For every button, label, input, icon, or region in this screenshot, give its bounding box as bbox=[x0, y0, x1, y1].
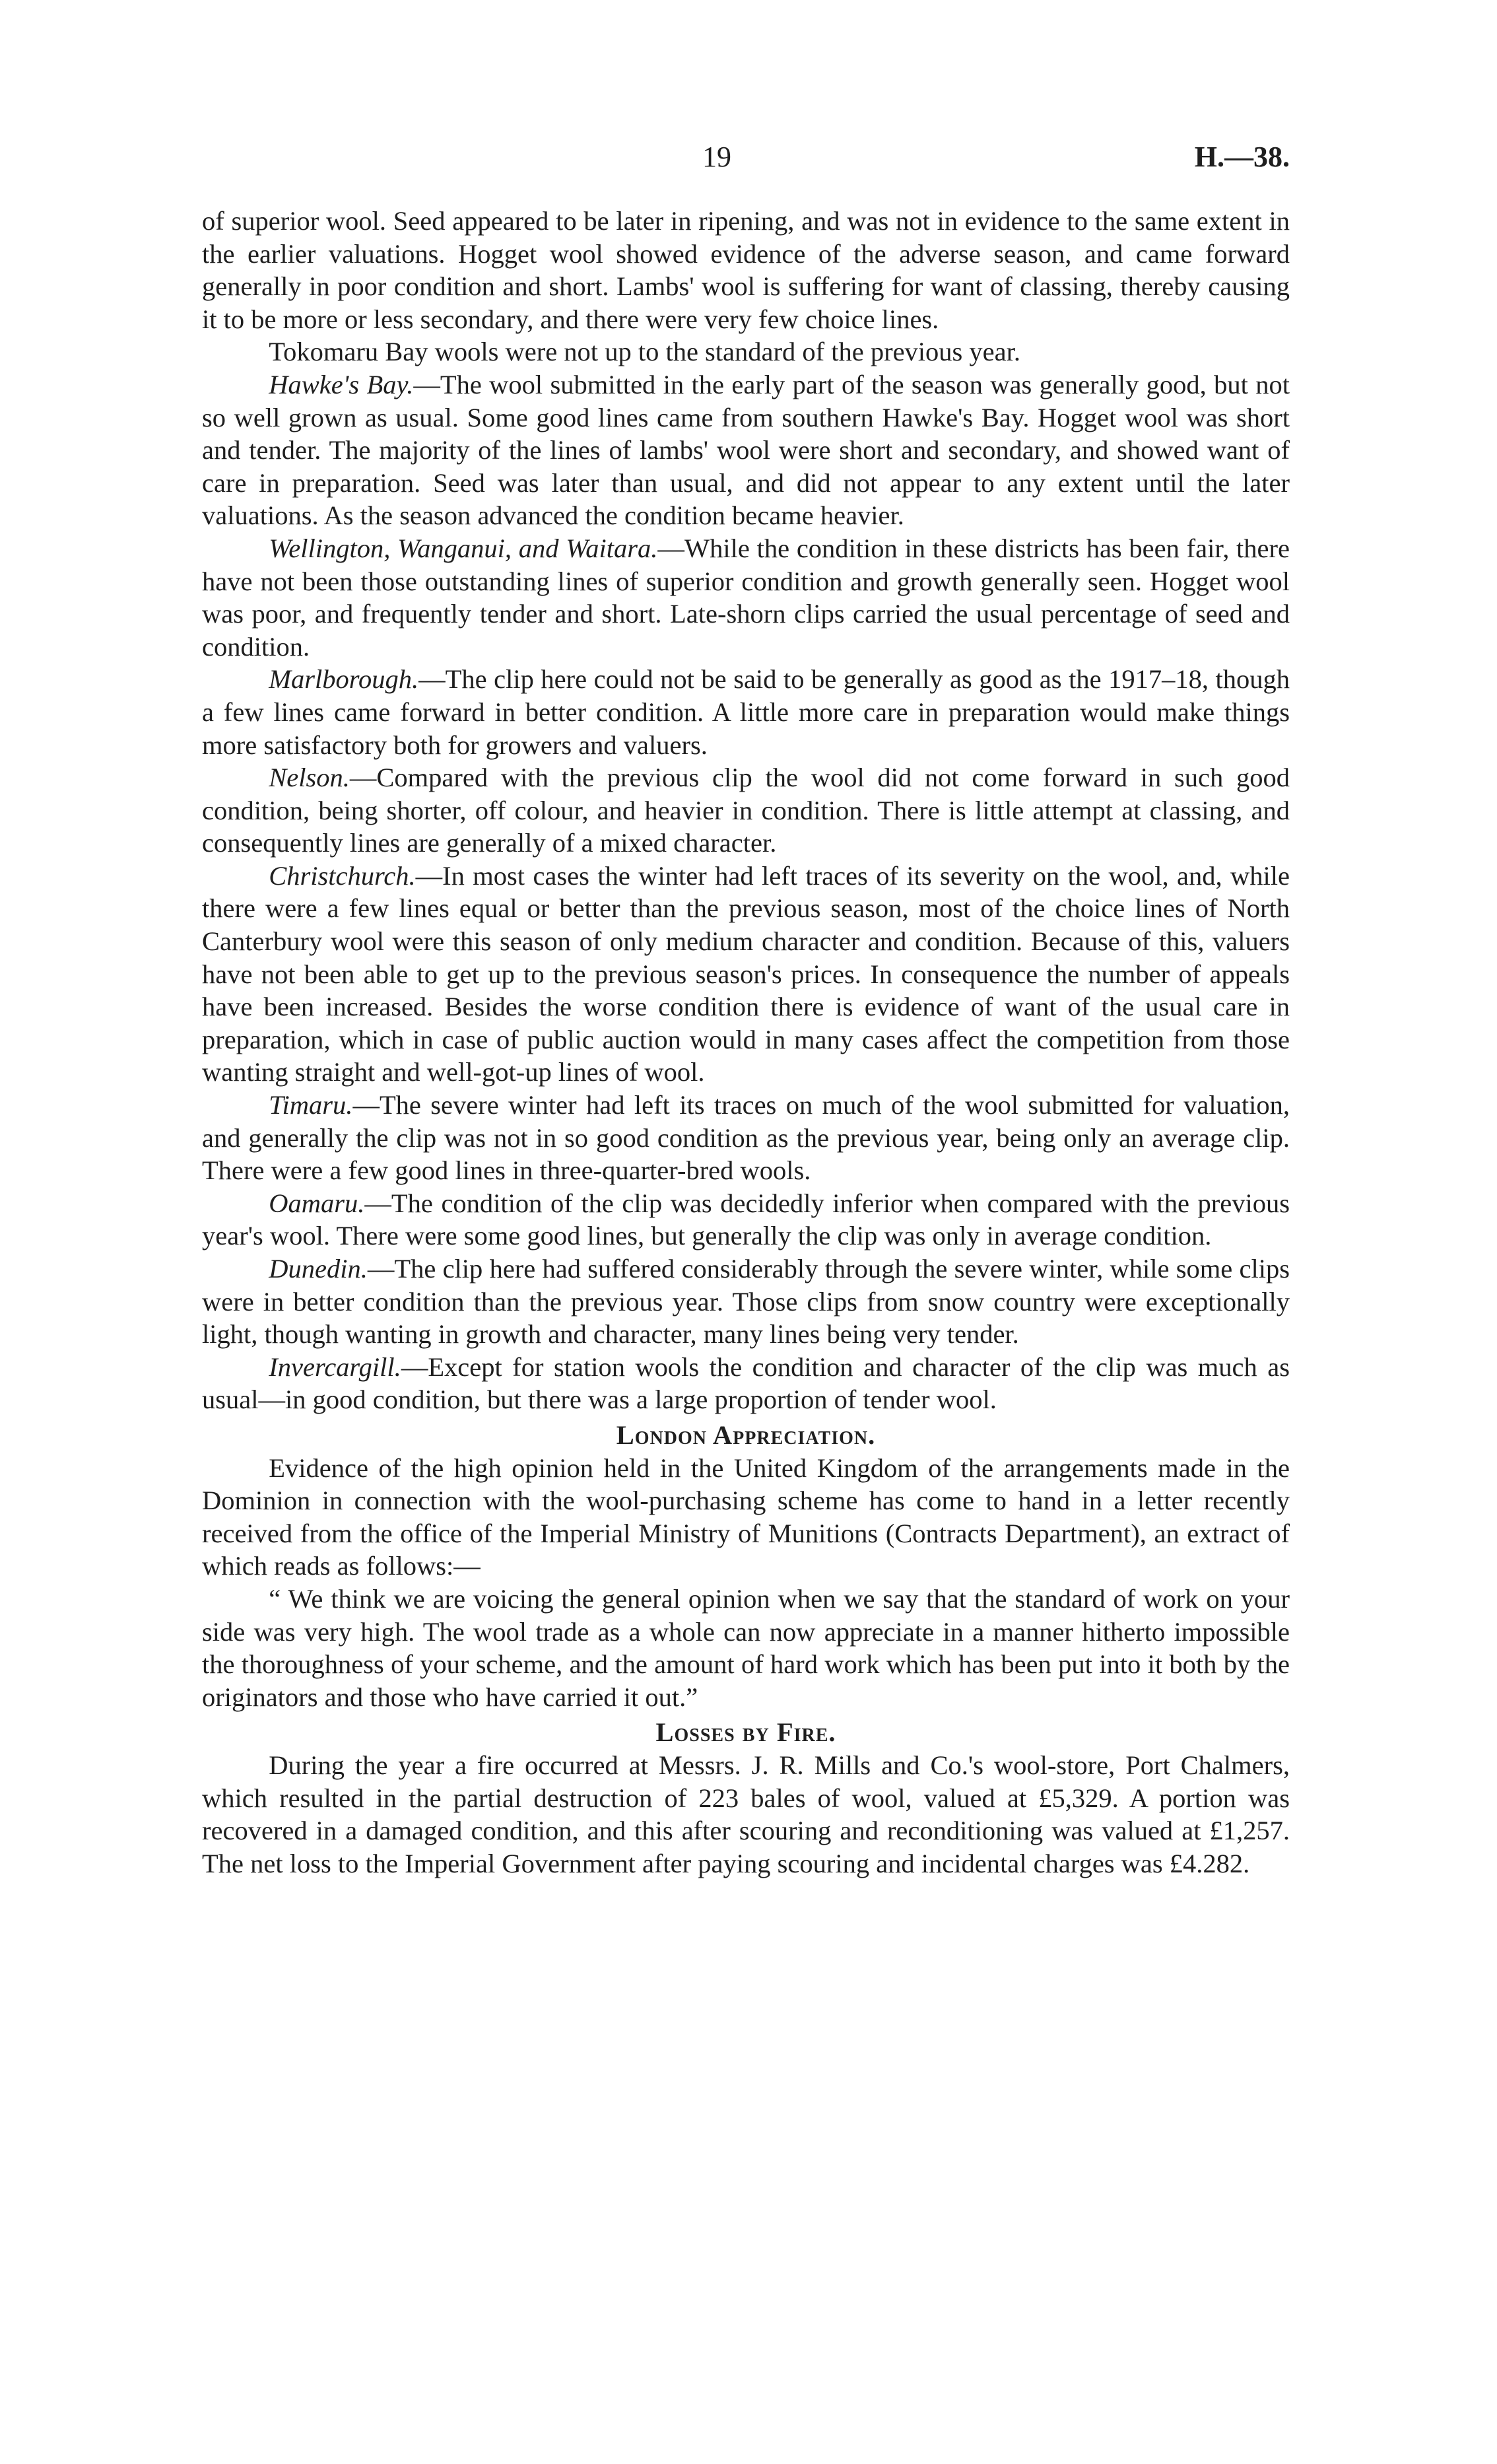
paragraph-text: —In most cases the winter had left traces of its severity on the wool, and, while there were a few lines equal or better than the previous season, most of the choice lines of North Canterbury wool were this season of only medium character and condition. Because of this, valuers have not been able to get up to the previous season's prices. In consequence the number of appeals have been increased. Besides the worse condition there is evidence of want of the usual care in preparation, which in case of public auction would in many cases affect the competition from those wanting straight and well-got-up lines of wool. bbox=[202, 860, 1290, 1087]
district-paragraph-timaru bbox=[202, 1089, 1290, 1187]
paragraph bbox=[202, 335, 1290, 368]
paragraph-text: Evidence of the high opinion held in the United Kingdom of the arrangements made in the Dominion in connection with the wool-purchasing scheme has come to hand in a letter recently received from the office of the Imperial Ministry of Munitions (Contracts Department), an extract of which reads as follows:— bbox=[202, 1453, 1290, 1581]
paragraph-text: “ We think we are voicing the general opinion when we say that the standard of work on your side was very high. The wool trade as a whole can now appreciate in a manner hitherto impossible the thoroughness of your scheme, and the amount of hard work which has been put into it both by the originators and those who have carried it out.” bbox=[202, 1583, 1290, 1712]
paragraph-text: —Except for station wools the condition and character of the clip was much as usual—in good condition, but there was a large proportion of tender wool. bbox=[202, 1352, 1290, 1415]
paragraph-text: —The severe winter had left its traces on much of the wool submitted for valuation, and generally the clip was not in so good condition as the previous year, being only an average clip. There were a few good lines in three-quarter-bred wools. bbox=[202, 1090, 1290, 1186]
district-name: Christchurch. bbox=[269, 860, 416, 891]
quoted-paragraph bbox=[202, 1583, 1290, 1713]
paragraph bbox=[202, 1452, 1290, 1583]
paragraph-text: —The wool submitted in the early part of the season was generally good, but not so well grown as usual. Some good lines came from southern Hawke's Bay. Hogget wool was short and tender. The majority of the lines of lambs' wool were short and secondary, and showed want of care in preparation. Seed was later than usual, and did not appear to any extent until the later valuations. As the season advanced the condition became heavier. bbox=[202, 369, 1290, 531]
section-heading-losses-by-fire: Losses by Fire. bbox=[655, 1717, 836, 1748]
document-reference: H.—38. bbox=[1194, 141, 1290, 173]
paragraph-text: —The clip here could not be said to be generally as good as the 1917–18, though a few lines came forward in better condition. A little more care in preparation would make things more satisfactory both for growers and valuers. bbox=[202, 664, 1290, 760]
body-text bbox=[202, 205, 1290, 1880]
district-paragraph-dunedin bbox=[202, 1252, 1290, 1351]
district-paragraph-oamaru bbox=[202, 1187, 1290, 1252]
district-paragraph-nelson bbox=[202, 761, 1290, 860]
paragraph-text: Tokomaru Bay wools were not up to the standard of the previous year. bbox=[269, 337, 1021, 367]
paragraph bbox=[202, 205, 1290, 335]
district-paragraph-christchurch bbox=[202, 860, 1290, 1089]
district-name: Marlborough. bbox=[269, 664, 419, 695]
district-name: Oamaru. bbox=[269, 1188, 365, 1218]
paragraph-text: —While the condition in these districts has been fair, there have not been those outstanding lines of superior condition and growth generally seen. Hogget wool was poor, and frequently tender and short. Late-shorn clips carried the usual percentage of seed and condition. bbox=[202, 533, 1290, 662]
paragraph-text: During the year a fire occurred at Messrs. J. R. Mills and Co.'s wool-store, Port Chalmers, which resulted in the partial destruction of 223 bales of wool, valued at £5,329. A portion was recovered in a damaged condition, and this after scouring and reconditioning was valued at £1,257. The net loss to the Imperial Government after paying scouring and incidental charges was £4.282. bbox=[202, 1750, 1290, 1878]
district-name: Invercargill. bbox=[269, 1352, 401, 1382]
paragraph-text: —Compared with the previous clip the wool did not come forward in such good condition, being shorter, off colour, and heavier in condition. There is little attempt at classing, and consequently lines are generally of a mixed character. bbox=[202, 763, 1290, 858]
paragraph-text: —The clip here had suffered considerably through the severe winter, while some clips were in better condition than the previous year. Those clips from snow country were exceptionally light, though wanting in growth and character, many lines being very tender. bbox=[202, 1254, 1290, 1350]
district-paragraph-invercargill bbox=[202, 1351, 1290, 1416]
district-name: Dunedin. bbox=[269, 1254, 368, 1283]
page-number: 19 bbox=[702, 141, 731, 173]
paragraph-text: —The condition of the clip was decidedly inferior when compared with the previous year's wool. There were some good lines, but generally the clip was only in average condition. bbox=[202, 1188, 1290, 1251]
district-paragraph-marlborough bbox=[202, 663, 1290, 761]
district-paragraph-wellington bbox=[202, 532, 1290, 663]
paragraph bbox=[202, 1749, 1290, 1880]
district-name: Nelson. bbox=[269, 763, 350, 793]
district-name: Timaru. bbox=[269, 1090, 353, 1120]
page-header bbox=[0, 140, 1497, 180]
section-heading-london-appreciation: London Appreciation. bbox=[616, 1420, 876, 1450]
paragraph-text: of superior wool. Seed appeared to be later in ripening, and was not in evidence to the same extent in the earlier valuations. Hogget wool showed evidence of the adverse season, and came forward generally in poor condition and short. Lambs' wool is suffering for want of classing, thereby causing it to be more or less secondary, and there were very few choice lines. bbox=[202, 206, 1290, 334]
district-paragraph-hawkes-bay bbox=[202, 368, 1290, 532]
district-name: Wellington, Wanganui, and Waitara. bbox=[269, 533, 658, 563]
district-name: Hawke's Bay. bbox=[269, 369, 414, 399]
